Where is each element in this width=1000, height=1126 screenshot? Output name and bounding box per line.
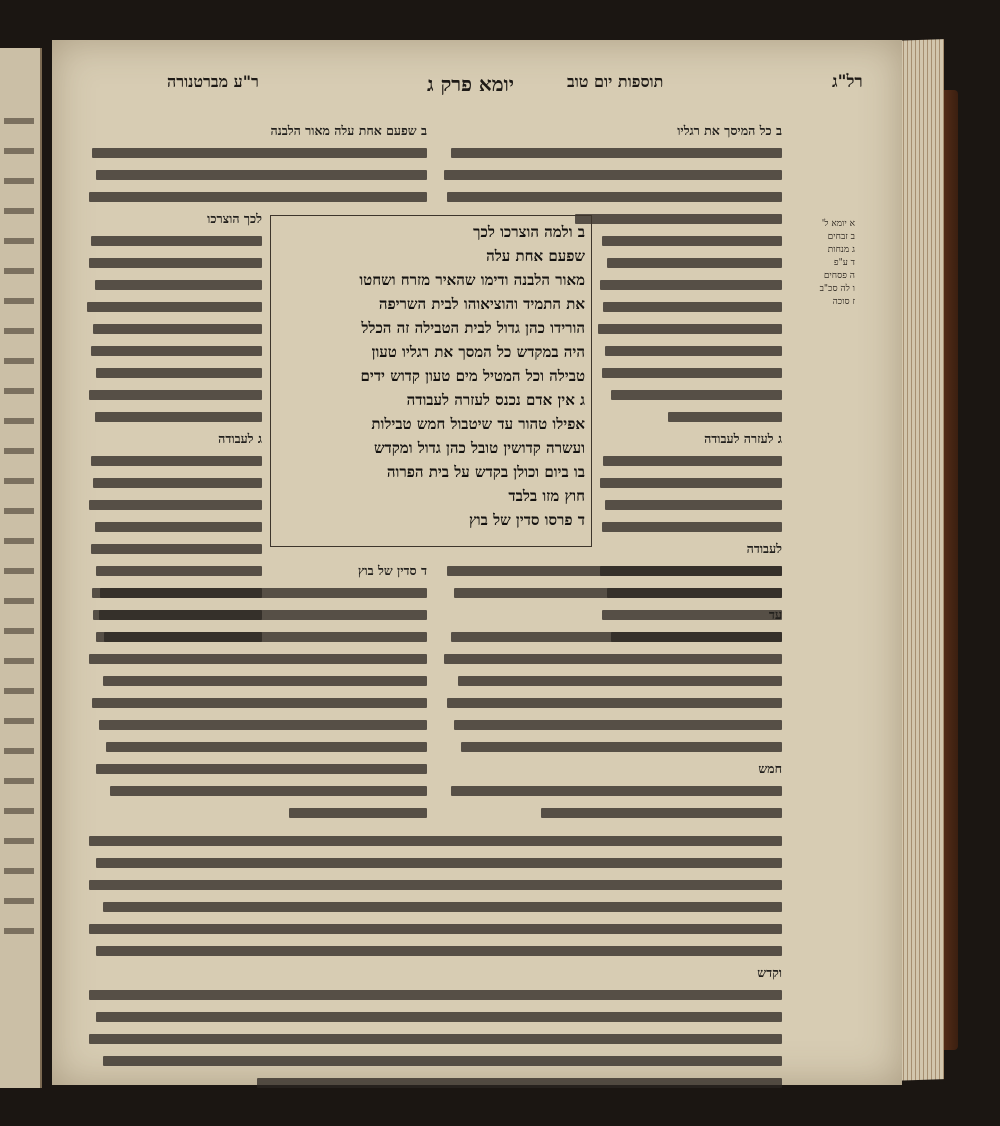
commentary-left-top (82, 120, 427, 208)
commentary-left-heading: ב שפעם אחת עלה מאור הלבנה (270, 123, 427, 138)
mishna-g-heading: ג אין אדם נכנס לעזרה לעבודה (406, 391, 585, 409)
commentary-left-heading-2: לכך הוצרכו (207, 211, 262, 226)
commentary-left-lower (82, 560, 427, 824)
mishna-text: ב ולמה הוצרכו לכך שפעם אחת עלה מאור הלבנה ודימו שהאיר מזרח ושחטו את התמיד והוציאוהו לבית השריפה הורידו כהן גדול לבית הטבילה זה הכלל היה במקדש כל המסך את רגליו טעון טבילה וכל המטיל מים טעון קדוש ידים ג אין אדם נכנס לעזרה לעבודה אפילו טהור עד שיטבול חמש טבילות ועשרה קדושין טובל כהן גדול ומקדש בו ביום וכולן בקדש על בית הפרוה חוץ מזו בלבד ד פרסו סדין של בוץ (277, 220, 585, 532)
commentary-left-heading-3: ג לעבודה (218, 431, 262, 446)
mishna-b-heading: ב ולמה הוצרכו לכך (473, 223, 585, 241)
commentary-right-heading-2: ג לעזרה לעבודה (704, 431, 782, 446)
commentary-right-lower (437, 560, 782, 824)
commentary-right-heading: ב כל המיסך את רגליו (677, 123, 782, 138)
running-head-bartenura: ר"ע מברטנורה (167, 72, 259, 91)
commentary-bottom-heading: וקדש (757, 965, 782, 980)
commentary-left-heading-4: ד סדין של בוץ (357, 563, 427, 578)
margin-notes: א יומא ל' ב זבחים ג מנחות ד ע"פ ה פסחים ו לה סכ"ב ז סוכה (819, 219, 855, 307)
folio-number: רל"ג (832, 72, 863, 92)
commentary-right-heading-3: לעבודה (746, 541, 782, 556)
book-page (52, 40, 902, 1085)
running-head-title: יומא פרק ג (427, 72, 514, 96)
running-head-tosafot: תוספות יום טוב (567, 72, 664, 91)
previous-page-edge (0, 48, 42, 1088)
mishna-d-heading: ד פרסו סדין של בוץ (468, 511, 585, 529)
commentary-right-heading-5: חמש (758, 761, 782, 776)
commentary-right-heading-4: עד (768, 607, 782, 622)
commentary-bottom (82, 830, 782, 1094)
commentary-right-top (437, 120, 782, 230)
